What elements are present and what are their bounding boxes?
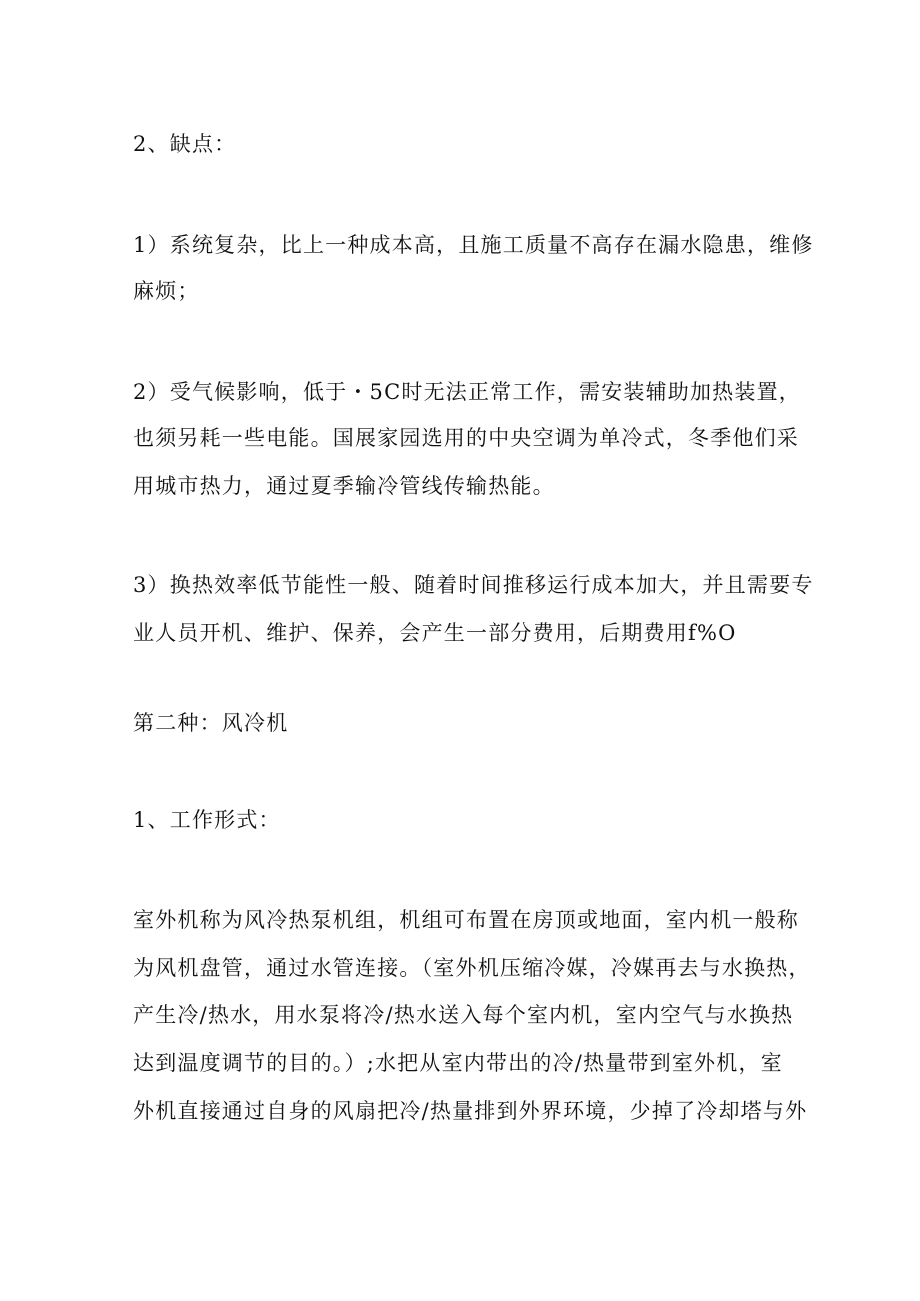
item-3-line-2: 业人员开机、维护、保养，会产生一部分费用，后期费用f%O [133,621,737,645]
item-2-line-3: 用城市热力，通过夏季输冷管线传输热能。 [133,474,555,498]
work-form-heading: 1、工作形式： [133,808,281,832]
paragraph-line-1: 室外机称为风冷热泵机组，机组可布置在房顶或地面，室内机一般称 [133,908,799,932]
paragraph-line-2: 为风机盘管，通过水管连接。（室外机压缩冷媒，冷媒再去与水换热， [133,956,811,980]
item-2-line-1: 2）受气候影响，低于・5C时无法正常工作，需安装辅助加热装置， [133,380,801,404]
paragraph-line-4: 达到温度调节的目的。）;水把从室内带出的冷/热量带到室外机，室 [133,1051,783,1075]
paragraph-line-3: 产生冷/热水，用水泵将冷/热水送入每个室内机，室内空气与水换热 [133,1003,794,1027]
item-2-line-2: 也须另耗一些电能。国展家园选用的中央空调为单冷式，冬季他们采 [133,426,799,450]
item-1-line-2: 麻烦； [133,279,200,303]
item-1-line-1: 1）系统复杂，比上一种成本高，且施工质量不高存在漏水隐患，维修 [133,233,814,257]
section-title: 第二种：风冷机 [133,711,289,735]
paragraph-line-5: 外机直接通过自身的风扇把冷/热量排到外界环境，少掉了冷却塔与外 [133,1099,808,1123]
item-3-line-1: 3）换热效率低节能性一般、随着时间推移运行成本加大，并且需要专 [133,573,814,597]
disadvantages-heading: 2、缺点： [133,132,237,156]
